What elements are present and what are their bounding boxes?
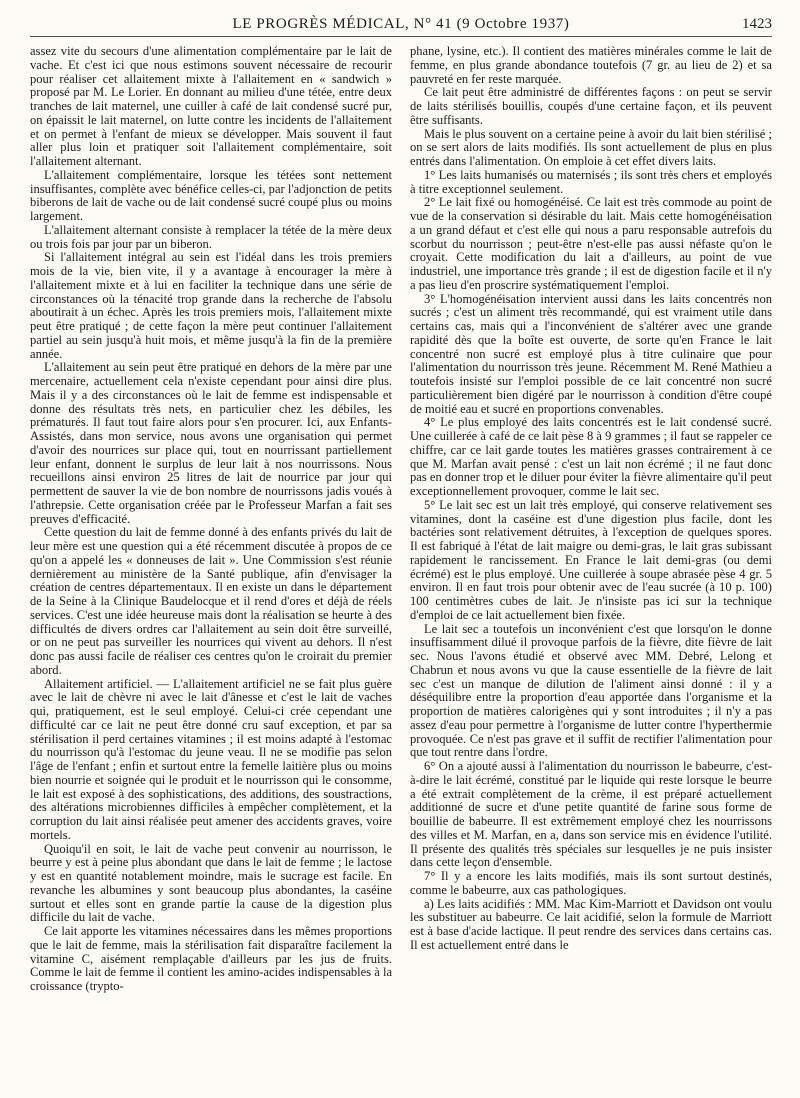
paragraph: L'allaitement alternant consiste à remplacer la tétée de la mère deux ou trois fois par jour par un biberon. — [30, 222, 392, 251]
paragraph: L'allaitement au sein peut être pratiqué en dehors de la mère par une mercenaire, actuellement cela n'existe cependant pour ainsi dire plus. Mais il y a des circonstances où le lait de femme est indispensable et donne des résultats très nets, en particulier chez les débiles, les prématurés. Il faut tout faire alors pour s'en procurer. Ici, aux Enfants-Assistés, dans mon service, nous avons une organisation qui permet d'avoir des nourrices sur place qui, tout en nourrissant partiellement leur enfant, donnent le surplus de leur lait à nos nourrissons. Nous recueillons ainsi environ 25 litres de lait de nourrice par jour qui permettent de sauver la vie de bon nombre de nourrissons jadis voués à l'athrepsie. Cette organisation créée par le Professeur Marfan a fait ses preuves d'efficacité. — [30, 360, 392, 526]
list-paragraph: 6° On a ajouté aussi à l'alimentation du nourrisson le babeurre, c'est-à-dire le lait écrémé, constitué par le liquide qui reste lorsque le beurre a été extrait complètement de la crème, il est préparé actuellement additionné de sucre et d'une petite quantité de farine sous forme de bouillie de babeurre. Il est extrêmement employé chez les nourrissons des villes et M. Marfan, en a, dans son service mis en évidence l'utilité. Il présente des qualités très spéciales sur lesquelles je ne puis insister dans cette leçon d'ensemble. — [410, 759, 772, 870]
paragraph: Si l'allaitement intégral au sein est l'idéal dans les trois premiers mois de la vie, bien vite, il y a avantage à encourager la mère à l'allaitement mixte et à lui en faciliter la technique dans une série de circonstances où la ténacité trop grande dans la recherche de l'absolu aboutirait à un échec. Après les trois premiers mois, l'allaitement mixte peut être pratiqué ; de cette façon la mère peut continuer l'allaitement partiel au sein jusqu'à huit mois, et même jusqu'à la fin de la première année. — [30, 250, 392, 361]
paragraph: phane, lysine, etc.). Il contient des matières minérales comme le lait de femme, en plus grande abondance toutefois (7 gr. au lieu de 2) et sa pauvreté en fer reste marquée. — [410, 44, 772, 86]
list-paragraph: 2° Le lait fixé ou homogénéisé. Ce lait est très commode au point de vue de la conservation si désirable du lait. Mais cette homogénéisation a un grand défaut et c'est elle qui nous a paru responsable autrefois du scorbut du nourrisson ; peut-être n'est-elle pas aussi néfaste qu'on le croyait. Cette modification du lait a d'ailleurs, au point de vue industriel, une importance très grande ; il est de digestion facile et il n'y a pas lieu d'en proscrire systématiquement l'emploi. — [410, 195, 772, 292]
paragraph: Mais le plus souvent on a certaine peine à avoir du lait bien stérilisé ; on se sert alors de laits modifiés. Ils sont actuellement de plus en plus entrés dans l'alimentation. On emploie à cet effet divers laits. — [410, 126, 772, 168]
paragraph: L'allaitement complémentaire, lorsque les tétées sont nettement insuffisantes, complète avec bénéfice celles-ci, par l'adjonction de petits biberons de lait de vache ou de lait condensé sucré coupé plus ou moins largement. — [30, 167, 392, 223]
paragraph: a) Les laits acidifiés : MM. Mac Kim-Marriott et Davidson ont voulu les substituer au babeurre. Ce lait acidifié, selon la formule de Marriott est à base d'acide lactique. Il peut rendre des services dans certains cas. Il est actuellement entré dans le — [410, 896, 772, 952]
paragraph: Cette question du lait de femme donné à des enfants privés du lait de leur mère est une question qui a été récemment discutée à propos de ce qu'on a appelé les « donneuses de lait ». Une Commission s'est réunie dernièrement au ministère de la Santé publique, afin d'envisager la création de centres départementaux. Il en existe un dans le département de la Seine à la Clinique Baudelocque et il rend d'ores et déjà de réels services. C'est une idée heureuse mais dont la réalisation se heurte à des difficultés de divers ordres car l'allaitement au sein doit être surveillé, or on ne peut pas surveiller les nourrices qui vivent au dehors. Il n'est donc pas aussi facile de réaliser ces centres qu'on le croirait du premier abord. — [30, 525, 392, 677]
list-paragraph: 7° Il y a encore les laits modifiés, mais ils sont surtout destinés, comme le babeurre, aux cas pathologiques. — [410, 869, 772, 897]
running-header — [30, 14, 772, 37]
left-column — [30, 45, 392, 994]
right-column — [410, 45, 772, 994]
list-paragraph: 5° Le lait sec est un lait très employé, qui conserve relativement ses vitamines, dont la caséine est d'une digestion plus facile, dont les bactéries sont relativement détruites, à l'exception de quelques spores. Il est fabriqué à l'état de lait maigre ou demi-gras, le lait gras subissant rapidement le rancissement. En France le lait demi-gras (ou demi écrémé) est le plus employé. Une cuillerée à soupe abrasée pèse 4 gr. 5 environ. Il en faut trois pour obtenir avec de l'eau sucrée (à 10 p. 100) 100 centimètres cubes de lait. Je n'insiste pas ici sur la technique d'emploi de ce lait actuellement bien fixée. — [410, 497, 772, 622]
section-paragraph-allaitement-artificiel: Allaitement artificiel. — L'allaitement artificiel ne se fait plus guère avec le lait de chèvre ni avec le lait d'ânesse et c'est le lait de vaches qui, pratiquement, est le seul employé. Celui-ci crée cependant une difficulté car ce lait ne peut être donné cru sauf exception, et par sa stérilisation il perd certaines vitamines ; il est moins adapté à l'estomac du nourrisson qu'à l'estomac du jeune veau. Il ne se modifie pas selon l'âge de l'enfant ; enfin et surtout entre la femelle laitière plus ou moins bien nourrie et soignée qui le produit et le nourrisson qui le consomme, le lait est exposé à des sophistications, des additions, des soustractions, des altérations microbiennes difficiles à empêcher complètement, et la corruption du lait ainsi réalisée peut amener des accidents graves, voire mortels. — [30, 676, 392, 842]
paragraph: Quoiqu'il en soit, le lait de vache peut convenir au nourrisson, le beurre y est à peine plus abondant que dans le lait de femme ; le lactose y est en quantité notablement moindre, mais le sucrage est facile. En revanche les albumines y sont beaucoup plus abondantes, la caséine surtout et elles sont en grande partie la cause de la digestion plus difficile du lait de vache. — [30, 841, 392, 925]
paragraph: assez vite du secours d'une alimentation complémentaire par le lait de vache. Et c'est ici que nous estimons souvent nécessaire de recourir pour réaliser cet allaitement mixte à l'allaitement en « sandwich » proposé par M. Le Lorier. En donnant au milieu d'une tétée, entre deux tranches de lait maternel, une cuiller à café de lait condensé sucré pur, on épaissit le lait maternel, on lutte contre les incidents de l'allaitement et on permet à l'enfant de mieux se développer. Mais souvent il faut aller plus loin et pratiquer soit l'allaitement complémentaire, soit l'allaitement alternant. — [30, 44, 392, 168]
paragraph: Ce lait peut être administré de différentes façons : on peut se servir de laits stérilisés bouillis, coupés d'une certaine façon, et ils peuvent être suffisants. — [410, 85, 772, 127]
list-paragraph: 1° Les laits humanisés ou maternisés ; ils sont très chers et employés à titre exceptionnel seulement. — [410, 167, 772, 196]
page-number: 1423 — [742, 16, 772, 32]
two-column-body — [30, 45, 772, 994]
list-paragraph: 4° Le plus employé des laits concentrés est le lait condensé sucré. Une cuillerée à café de ce lait pèse 8 à 9 grammes ; il faut se rappeler ce chiffre, car ce lait garde toutes les matières grasses contrairement à ce que M. Marfan avait pensé : c'est un lait non écrémé ; il ne faut donc pas en donner trop et le diluer pour éviter la fièvre alimentaire qu'il peut exceptionnellement provoquer, comme le lait sec. — [410, 415, 772, 498]
paragraph: Ce lait apporte les vitamines nécessaires dans les mêmes proportions que le lait de femme, mais la stérilisation fait disparaître facilement la vitamine C, aisément remplaçable d'ailleurs par les jus de fruits. Comme le lait de femme il contient les amino-acides indispensables à la croissance (trypto- — [30, 924, 393, 993]
journal-title: LE PROGRÈS MÉDICAL, N° 41 (9 Octobre 1937) — [232, 16, 570, 32]
list-paragraph: 3° L'homogénéisation intervient aussi dans les laits concentrés non sucrés ; c'est un aliment très recommandé, qui est vraiment utile dans certains cas, mais qui a l'inconvénient de s'altérer avec une grande rapidité dès que la boîte est ouverte, de sorte qu'en France le lait concentré non sucré est employé plus à titre culinaire que pour l'alimentation du nourrisson très jeune. Récemment M. René Mathieu a toutefois insisté sur l'emploi possible de ce lait concentré non sucré particulièrement bien digéré par le nourrisson à condition d'être coupé de moitié eau et sucré en proportions convenables. — [410, 291, 772, 416]
paragraph: Le lait sec a toutefois un inconvénient c'est que lorsqu'on le donne insuffisamment dilué il provoque parfois de la fièvre, dite fièvre de lait sec. Nous l'avons étudié et observé avec MM. Debré, Lelong et Chabrun et nous avons vu que la cause essentielle de la fièvre de lait sec c'est un manque de dilution de l'aliment ainsi donné : il y a déséquilibre entre la proportion d'eau apportée dans l'organisme et la proportion de matières calorigènes qui y sont introduites ; il n'y a pas assez d'eau pour permettre à l'organisme de lutter contre l'hyperthermie provoquée. Ce n'est pas grave et il suffit de rectifier l'alimentation pour que tout rentre dans l'ordre. — [410, 621, 772, 760]
